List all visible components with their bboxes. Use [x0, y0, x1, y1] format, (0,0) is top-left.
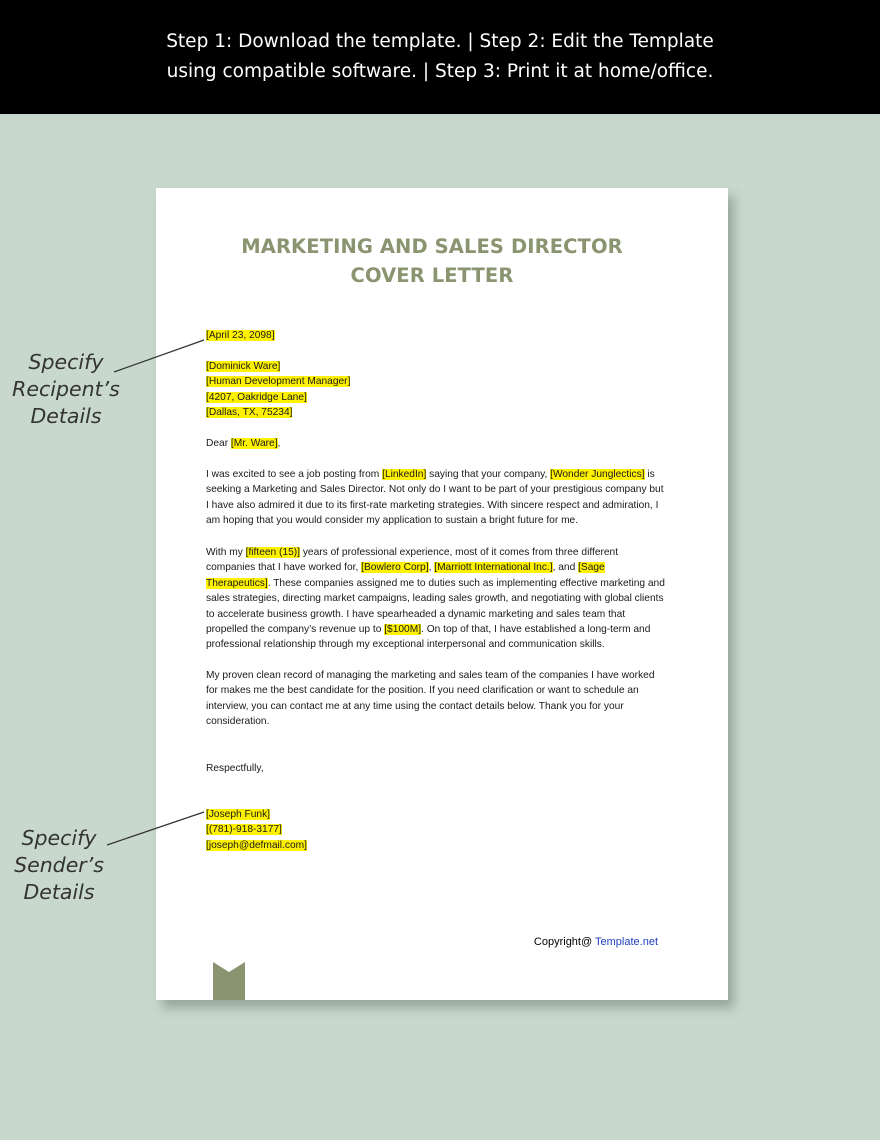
- letter-date: [206, 328, 666, 343]
- years-placeholder[interactable]: [fifteen (15)]: [245, 547, 300, 558]
- closing: Respectfully,: [206, 763, 264, 774]
- para1-text-2: saying that your company,: [426, 469, 551, 480]
- annotation-line: Recipent’s: [12, 377, 120, 401]
- sender-phone[interactable]: [(781)-918-3177]: [206, 824, 282, 836]
- recipient-name[interactable]: [Dominick Ware]: [206, 361, 281, 372]
- source-placeholder[interactable]: [LinkedIn]: [382, 469, 427, 480]
- employer-1-placeholder[interactable]: [Bowlero Corp]: [361, 562, 429, 574]
- revenue-placeholder[interactable]: [$100M]: [384, 624, 422, 636]
- salutation-suffix: ,: [277, 438, 281, 449]
- bookmark-ribbon-icon: [213, 962, 245, 1000]
- employer-2-placeholder[interactable]: [Marriott International Inc.]: [434, 562, 553, 574]
- para2-text-6: . On top of that, I have established a long-term and professional relationship through my exceptional interpersonal and communication skills.: [206, 624, 651, 651]
- para1-text-1: I was excited to see a job posting from: [206, 469, 383, 480]
- para2-text-4: , and: [552, 562, 579, 574]
- letter-page: [156, 188, 728, 1000]
- copyright-notice: [534, 936, 658, 948]
- specify-sender-annotation: [2, 825, 116, 906]
- annotation-line: Details: [30, 404, 102, 428]
- recipient-city[interactable]: [Dallas, TX, 75234]: [206, 407, 293, 419]
- title-line-2: COVER LETTER: [350, 264, 514, 287]
- company-placeholder[interactable]: [Wonder Junglectics]: [550, 469, 645, 480]
- sender-name[interactable]: [Joseph Funk]: [206, 809, 270, 820]
- copyright-prefix: Copyright@: [533, 936, 596, 948]
- banner-line-1: Step 1: Download the template. | Step 2: Edit the Template: [166, 31, 714, 52]
- employer-3-placeholder[interactable]: [Sage Therapeutics]: [206, 562, 605, 589]
- recipient-street[interactable]: [4207, Oakridge Lane]: [206, 391, 307, 403]
- document-title: [156, 232, 708, 290]
- specify-recipient-annotation: [4, 349, 128, 430]
- annotation-line: Specify: [21, 826, 97, 850]
- annotation-line: Details: [23, 880, 95, 904]
- annotation-line: Specify: [28, 350, 104, 374]
- recipient-position[interactable]: [Human Development Manager]: [206, 376, 351, 388]
- recipient-block: [206, 359, 666, 421]
- para2-text-2: years of professional experience, most of it comes from three different companies that I have worked for,: [206, 547, 619, 574]
- para2-text-3: ,: [428, 562, 435, 574]
- salutation-name[interactable]: [Mr. Ware]: [230, 438, 278, 449]
- salutation: [206, 436, 666, 451]
- sender-block: [206, 807, 666, 853]
- banner-line-2: using compatible software. | Step 3: Print it at home/office.: [166, 61, 714, 82]
- para1-text-3: is seeking a Marketing and Sales Director. Not only do I want to be part of your prestigious company but I have also admired it due to its first-rate marketing strategies. With sincere respect and admiration, I am hoping that you would consider my application to sustain a bright future for me.: [206, 469, 664, 527]
- paragraph-1: [206, 467, 666, 529]
- instructions-banner: [0, 0, 880, 114]
- annotation-line: Sender’s: [14, 853, 104, 877]
- template-net-link[interactable]: Template.net: [595, 936, 658, 948]
- para2-text-5: . These companies assigned me to duties such as implementing effective marketing and sales strategies, directing market campaigns, leading sales growth, and negotiating with global clients to accelerate business growth. I have spearheaded a dynamic marketing and sales team that propelled the company’s revenue up to: [206, 577, 665, 636]
- paragraph-3: My proven clean record of managing the marketing and sales team of the companies I have worked for makes me the best candidate for the position. If you need clarification or want to schedule an interview, you can contact me at any time using the contact details below. Thank you for your consideration.: [206, 670, 655, 728]
- sender-email[interactable]: [joseph@defmail.com]: [206, 839, 307, 851]
- paragraph-2: [206, 545, 666, 653]
- salutation-prefix: Dear: [206, 438, 231, 449]
- para2-text-1: With my: [206, 547, 246, 558]
- date-placeholder[interactable]: [April 23, 2098]: [206, 330, 275, 341]
- title-line-1: MARKETING AND SALES DIRECTOR: [241, 235, 623, 258]
